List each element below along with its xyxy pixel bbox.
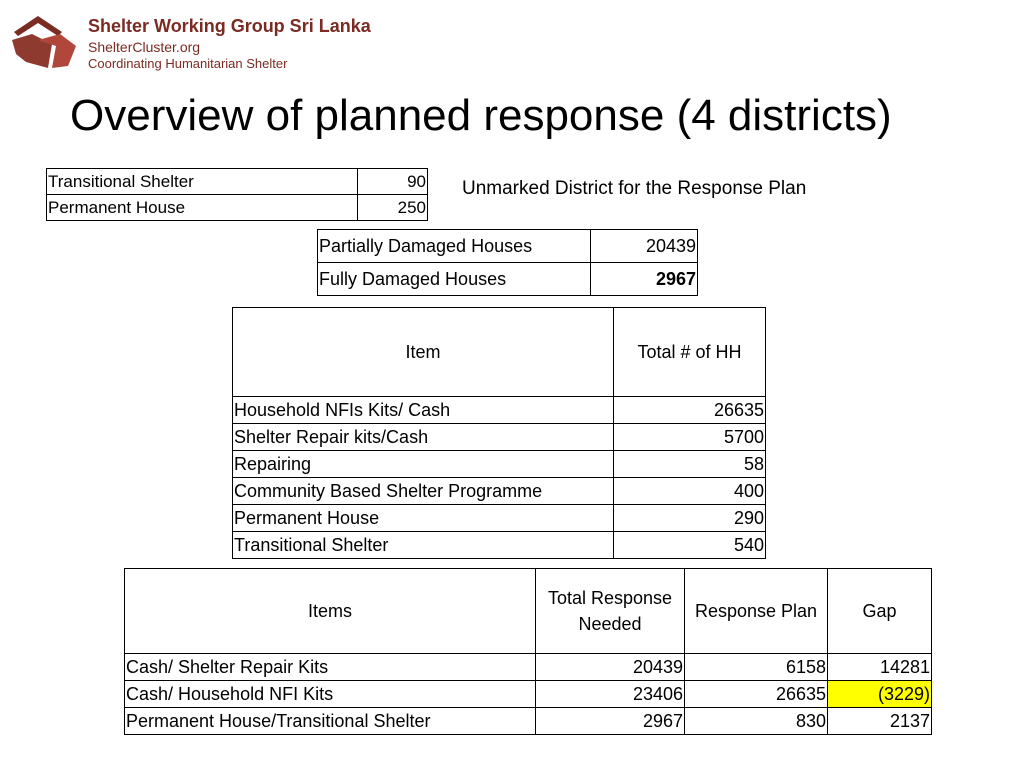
- header-response-plan: Response Plan: [685, 569, 828, 654]
- gap-cell: 2137: [828, 708, 932, 735]
- plan-cell: 26635: [685, 681, 828, 708]
- row-label: Partially Damaged Houses: [318, 230, 591, 263]
- plan-cell: 6158: [685, 654, 828, 681]
- total-cell: 58: [614, 451, 766, 478]
- shelter-cluster-logo: [6, 6, 374, 74]
- header-items: Items: [125, 569, 536, 654]
- damaged-houses-table: [317, 229, 698, 296]
- header-gap: Gap: [828, 569, 932, 654]
- total-cell: 540: [614, 532, 766, 559]
- table-row: [233, 451, 766, 478]
- item-cell: Community Based Shelter Programme: [233, 478, 614, 505]
- needed-cell: 20439: [536, 654, 685, 681]
- table-row: [233, 505, 766, 532]
- total-cell: 5700: [614, 424, 766, 451]
- row-label: Permanent House: [47, 195, 358, 221]
- total-cell: 400: [614, 478, 766, 505]
- item-cell: Cash/ Shelter Repair Kits: [125, 654, 536, 681]
- district-note: Unmarked District for the Response Plan: [462, 178, 807, 199]
- item-cell: Permanent House/Transitional Shelter: [125, 708, 536, 735]
- header-total-response-needed: Total Response Needed: [536, 569, 685, 654]
- logo-line-3: Coordinating Humanitarian Shelter: [88, 56, 288, 71]
- gap-cell: 14281: [828, 654, 932, 681]
- table-row: [125, 708, 932, 735]
- header-total-hh: Total # of HH: [614, 308, 766, 397]
- shelter-count-table: [46, 168, 428, 221]
- response-gap-table: [124, 568, 932, 735]
- item-cell: Shelter Repair kits/Cash: [233, 424, 614, 451]
- needed-cell: 23406: [536, 681, 685, 708]
- row-label: Fully Damaged Houses: [318, 263, 591, 296]
- item-cell: Permanent House: [233, 505, 614, 532]
- plan-cell: 830: [685, 708, 828, 735]
- table-row: [233, 478, 766, 505]
- needed-cell: 2967: [536, 708, 685, 735]
- table-row: [233, 424, 766, 451]
- row-value: 90: [358, 169, 428, 195]
- item-cell: Transitional Shelter: [233, 532, 614, 559]
- total-cell: 26635: [614, 397, 766, 424]
- table-row: [233, 532, 766, 559]
- gap-cell-highlighted: (3229): [828, 681, 932, 708]
- total-cell: 290: [614, 505, 766, 532]
- table-header-row: [233, 308, 766, 397]
- table-row: [125, 654, 932, 681]
- row-value: 20439: [591, 230, 698, 263]
- table-row: [47, 195, 428, 221]
- table-row: [318, 263, 698, 296]
- items-hh-table: [232, 307, 766, 559]
- table-row: [47, 169, 428, 195]
- item-cell: Repairing: [233, 451, 614, 478]
- row-label: Transitional Shelter: [47, 169, 358, 195]
- hands-house-icon: [8, 10, 82, 72]
- slide-title: Overview of planned response (4 districts): [70, 91, 892, 140]
- row-value: 2967: [591, 263, 698, 296]
- logo-line-2: ShelterCluster.org: [88, 39, 201, 55]
- logo-line-1: Shelter Working Group Sri Lanka: [88, 16, 371, 36]
- table-row: [233, 397, 766, 424]
- header-item: Item: [233, 308, 614, 397]
- row-value: 250: [358, 195, 428, 221]
- table-row: [125, 681, 932, 708]
- table-header-row: [125, 569, 932, 654]
- table-row: [318, 230, 698, 263]
- item-cell: Household NFIs Kits/ Cash: [233, 397, 614, 424]
- item-cell: Cash/ Household NFI Kits: [125, 681, 536, 708]
